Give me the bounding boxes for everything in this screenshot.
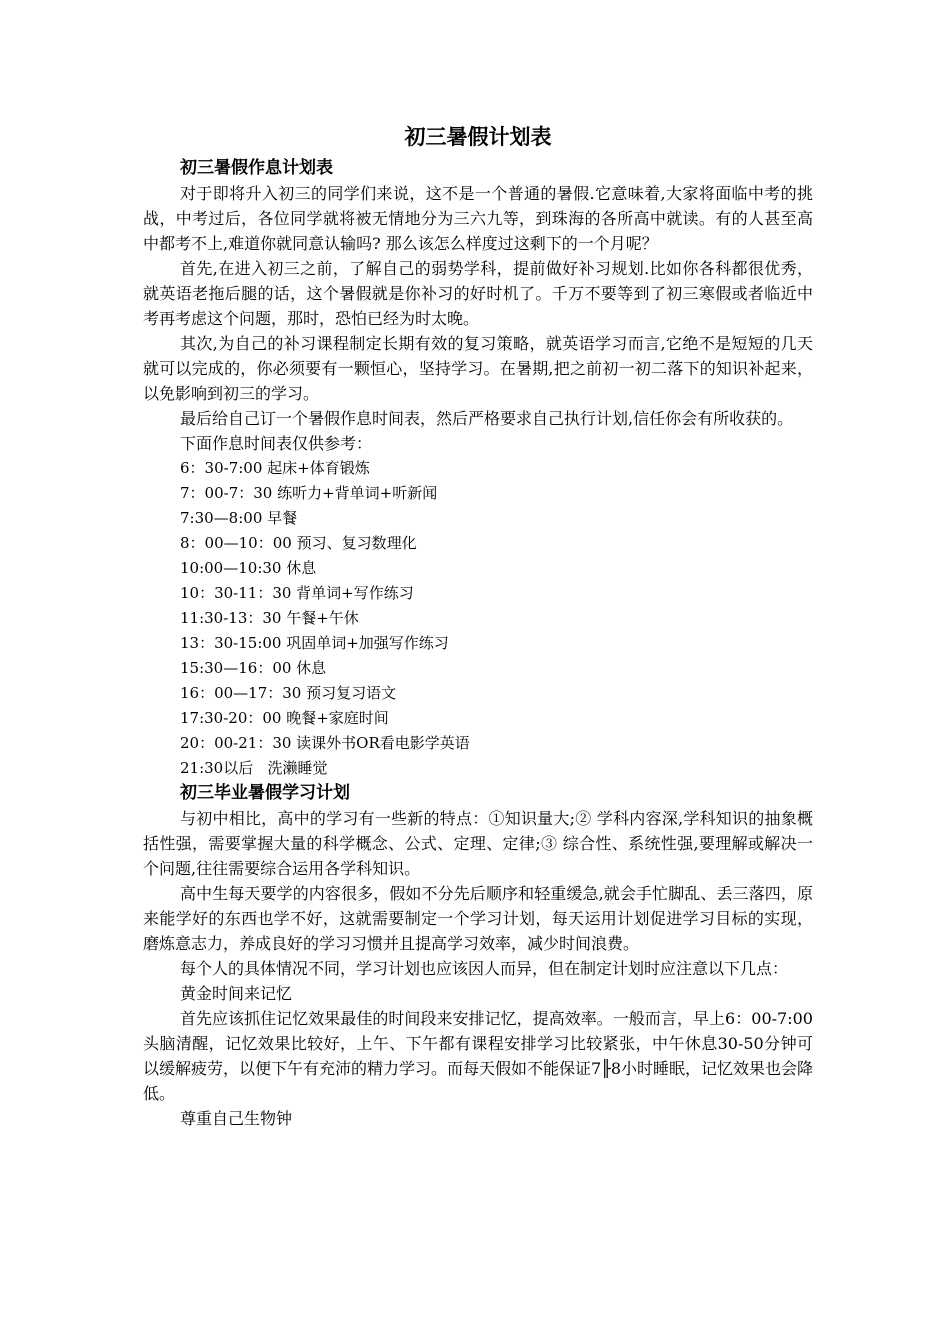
paragraph: 高中生每天要学的内容很多，假如不分先后顺序和轻重缓急,就会手忙脚乱、丢三落四，原来能学好的东西也学不好，这就需要制定一个学习计划，每天运用计划促进学习目标的实现，磨炼意志力，养成良好的学习习惯并且提高学习效率，减少时间浪费。	[143, 884, 813, 953]
schedule-item: 21:30以后 洗濑睡觉	[180, 759, 328, 777]
subheading: 尊重自己生物钟	[180, 1109, 293, 1128]
paragraph: 最后给自己订一个暑假作息时间表，然后严格要求自己执行计划,信任你会有所收获的。	[180, 409, 794, 428]
schedule-item: 11:30-13：30 午餐+午休	[180, 609, 359, 627]
paragraph: 每个人的具体情况不同，学习计划也应该因人而异，但在制定计划时应注意以下几点：	[180, 959, 789, 978]
schedule-item: 16：00—17：30 预习复习语文	[180, 684, 397, 702]
paragraph: 首先,在进入初三之前，了解自己的弱势学科，提前做好补习规划.比如你各科都很优秀，就英语老拖后腿的话，这个暑假就是你补习的好时机了。千万不要等到了初三寒假或者临近中考再考虑这个问题，那时，恐怕已经为时太晚。	[143, 259, 813, 328]
schedule-item: 15:30—16：00 休息	[180, 659, 327, 677]
page-title: 初三暑假计划表	[404, 125, 552, 149]
schedule-list	[143, 456, 813, 781]
paragraph: 与初中相比，高中的学习有一些新的特点：①知识量大;② 学科内容深,学科知识的抽象概括性强，需要掌握大量的科学概念、公式、定理、定律;③ 综合性、系统性强,要理解或解决一个问题,往往需要综合运用各学科知识。	[143, 809, 813, 878]
schedule-item: 7：00-7：30 练听力+背单词+听新闻	[180, 484, 438, 502]
section-study-plan	[143, 781, 813, 1131]
schedule-item: 6：30-7:00 起床+体育锻炼	[180, 459, 370, 477]
subheading: 黄金时间来记忆	[180, 984, 293, 1003]
schedule-item: 10：30-11：30 背单词+写作练习	[180, 584, 414, 602]
paragraph: 其次,为自己的补习课程制定长期有效的复习策略，就英语学习而言,它绝不是短短的几天就可以完成的，你必须要有一颗恒心，坚持学习。在暑期,把之前初一初二落下的知识补起来，以免影响到初三的学习。	[143, 334, 813, 403]
schedule-item: 13：30-15:00 巩固单词+加强写作练习	[180, 634, 449, 652]
section-heading: 初三暑假作息计划表	[180, 158, 333, 178]
schedule-item: 10:00—10:30 休息	[180, 559, 317, 577]
schedule-item: 17:30-20：00 晚餐+家庭时间	[180, 709, 389, 727]
section-heading: 初三毕业暑假学习计划	[180, 783, 350, 803]
paragraph: 首先应该抓住记忆效果最佳的时间段来安排记忆，提高效率。一般而言，早上6：00-7:00头脑清醒，记忆效果比较好，上午、下午都有课程安排学习比较紧张，中午休息30-50分钟可以缓解疲劳，以便下午有充沛的精力学习。而每天假如不能保证7╟8小时睡眠，记忆效果也会降低。	[143, 1009, 813, 1103]
section-rest-schedule	[143, 156, 813, 781]
schedule-item: 8：00—10：00 预习、复习数理化	[180, 534, 417, 552]
schedule-item: 20：00-21：30 读课外书OR看电影学英语	[180, 734, 470, 752]
schedule-item: 7:30—8:00 早餐	[180, 509, 298, 527]
paragraph: 下面作息时间表仅供参考：	[180, 434, 373, 453]
document-page	[143, 118, 813, 1131]
paragraph: 对于即将升入初三的同学们来说，这不是一个普通的暑假.它意味着,大家将面临中考的挑战，中考过后，各位同学就将被无情地分为三六九等，到珠海的各所高中就读。有的人甚至高中都考不上,难道你就同意认输吗? 那么该怎么样度过这剩下的一个月呢？	[143, 184, 813, 253]
